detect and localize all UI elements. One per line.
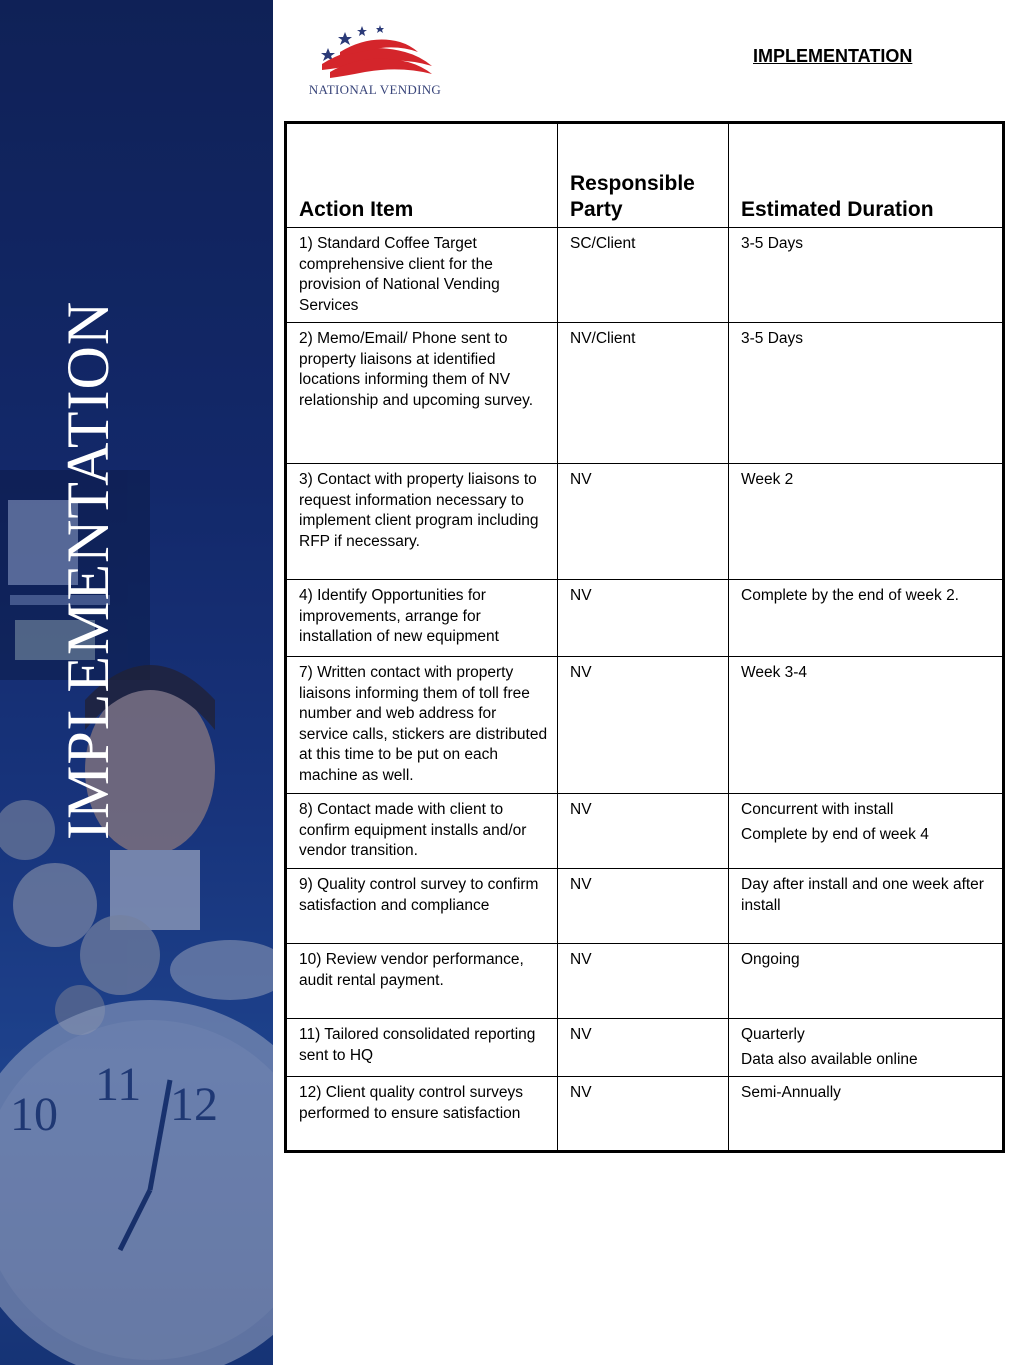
national-vending-logo [300,22,450,102]
table-row [286,1019,1004,1077]
responsible-party-cell: NV [558,794,729,869]
duration-line: 3-5 Days [741,235,804,252]
action-item-cell: 9) Quality control survey to confirm satisfaction and compliance [286,869,558,944]
estimated-duration-cell [729,1019,1004,1077]
table-row [286,1077,1004,1152]
duration-line: Day after install and one week after install [741,876,984,914]
action-item-cell: 3) Contact with property liaisons to request information necessary to implement client program including RFP if necessary. [286,464,558,580]
table-row [286,323,1004,464]
action-item-cell: 10) Review vendor performance, audit rental payment. [286,944,558,1019]
duration-line: Complete by end of week 4 [741,825,929,843]
estimated-duration-cell [729,228,1004,323]
svg-text:11: 11 [95,1058,142,1111]
table-row [286,944,1004,1019]
estimated-duration-cell [729,580,1004,657]
action-item-cell: 2) Memo/Email/ Phone sent to property liaisons at identified locations informing them of NV relationship and upcoming survey. [286,323,558,464]
duration-line: Week 2 [741,471,794,488]
table-row [286,464,1004,580]
estimated-duration-cell [729,794,1004,869]
duration-line: Concurrent with install [741,801,894,818]
duration-line: 3-5 Days [741,330,804,347]
estimated-duration-cell [729,323,1004,464]
logo-text: NATIONAL VENDING [308,82,442,97]
implementation-table [284,121,1005,1153]
action-item-cell: 4) Identify Opportunities for improvements, arrange for installation of new equipment [286,580,558,657]
page-heading: IMPLEMENTATION [753,46,913,66]
duration-line: Ongoing [741,951,800,968]
duration-line: Data also available online [741,1050,918,1068]
table-row [286,580,1004,657]
responsible-party-cell: NV [558,869,729,944]
table-row [286,228,1004,323]
estimated-duration-cell [729,944,1004,1019]
svg-text:10: 10 [10,1088,58,1141]
responsible-party-cell: NV [558,464,729,580]
header-action-item: Action Item [286,123,558,228]
estimated-duration-cell [729,1077,1004,1152]
responsible-party-cell: SC/Client [558,228,729,323]
collage-background [0,0,273,1365]
table-header-row [286,123,1004,228]
svg-text:12: 12 [170,1078,218,1131]
estimated-duration-cell [729,464,1004,580]
table-row [286,794,1004,869]
action-item-cell: 12) Client quality control surveys performed to ensure satisfaction [286,1077,558,1152]
table-row [286,869,1004,944]
responsible-party-cell: NV [558,657,729,794]
action-item-cell: 8) Contact made with client to confirm equipment installs and/or vendor transition. [286,794,558,869]
action-item-cell: 1) Standard Coffee Target comprehensive client for the provision of National Vending Services [286,228,558,323]
action-item-cell: 7) Written contact with property liaisons informing them of toll free number and web address for service calls, stickers are distributed at this time to be put on each machine as well. [286,657,558,794]
estimated-duration-cell [729,869,1004,944]
responsible-party-cell: NV [558,944,729,1019]
side-panel [0,0,273,1365]
responsible-party-cell: NV [558,1077,729,1152]
flag-logo-icon [300,22,450,82]
responsible-party-cell: NV [558,1019,729,1077]
estimated-duration-cell [729,657,1004,794]
duration-line: Complete by the end of week 2. [741,587,959,604]
vertical-title: IMPLEMENTATION [55,300,121,840]
responsible-party-cell: NV/Client [558,323,729,464]
duration-line: Quarterly [741,1026,805,1043]
header-estimated-duration: Estimated Duration [729,123,1004,228]
table-row [286,657,1004,794]
responsible-party-cell: NV [558,580,729,657]
action-item-cell: 11) Tailored consolidated reporting sent to HQ [286,1019,558,1077]
header-responsible-party: Responsible Party [558,123,729,228]
duration-line: Week 3-4 [741,664,808,681]
duration-line: Semi-Annually [741,1084,841,1101]
